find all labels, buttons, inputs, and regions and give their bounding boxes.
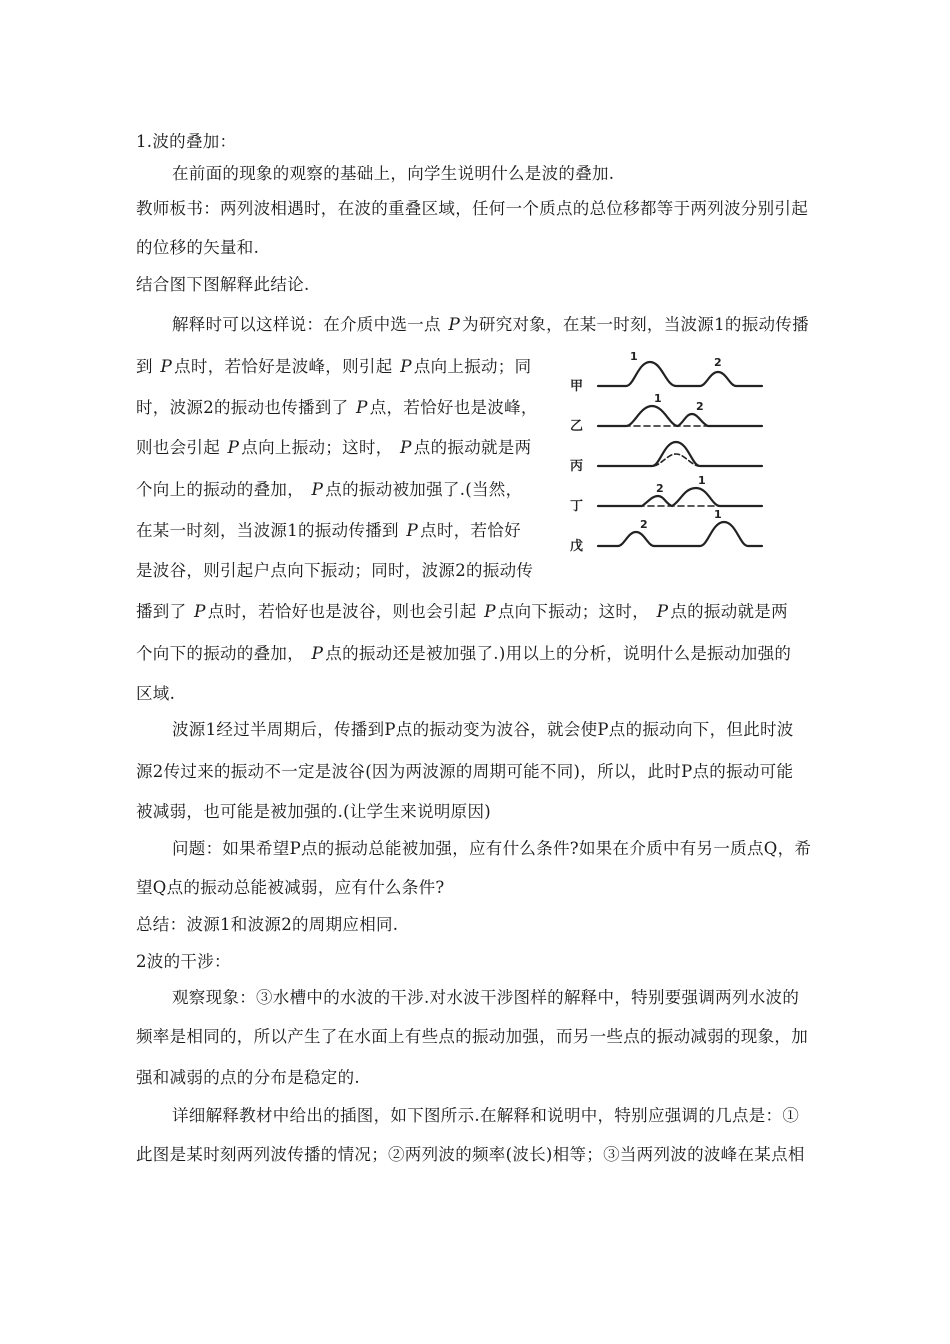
row-label-yi: 乙 [570,419,584,434]
wave-label-yi-2: 2 [696,400,704,413]
wave-label-jia-2: 2 [714,356,722,369]
paragraph-intro: 在前面的现象的观察的基础上，向学生说明什么是波的叠加. [172,164,615,183]
wave-diagram-svg [568,352,768,558]
half-period-line-3: 被减弱，也可能是被加强的.(让学生来说明原因) [136,802,492,821]
wave-label-jia-1: 1 [630,352,638,363]
half-period-line-1: 波源1经过半周期后，传播到P点的振动变为波谷，就会使P点的振动向下，但此时波 [172,720,794,739]
explain-line-9: 个向下的振动的叠加， P 点的振动还是被加强了.)用以上的分析，说明什么是振动加强的 [136,644,792,664]
row-label-wu: 戊 [570,539,584,554]
wave-label-ding-1: 1 [698,474,706,487]
observe-line-2: 频率是相同的，所以产生了在水面上有些点的振动加强，而另一些点的振动减弱的现象，加 [136,1027,808,1046]
explain-line-5: 个向上的振动的叠加， P 点的振动被加强了.(当然， [136,480,523,500]
section-heading-superposition: 1.波的叠加： [136,132,237,151]
row-label-bing: 丙 [570,459,584,474]
detail-line-2: 此图是某时刻两列波传播的情况；②两列波的频率(波长)相等；③当两列波的波峰在某点相 [136,1145,805,1164]
explain-line-6: 在某一时刻，当波源1的振动传播到 P 点时，若恰好 [136,521,521,541]
observe-line-1: 观察现象：③水槽中的水波的干涉.对水波干涉图样的解释中，特别要强调两列水波的 [172,988,800,1007]
row-label-jia: 甲 [570,379,584,394]
wave-row-jia [598,362,762,386]
board-text-line-1: 教师板书：两列波相遇时，在波的重叠区域，任何一个质点的总位移都等于两列波分别引起 [136,199,808,218]
wave-row-wu [598,522,762,546]
explain-line-4: 则也会引起 P 点向上振动；这时， P 点的振动就是两 [136,438,532,458]
combine-figure-text: 结合图下图解释此结论. [136,275,310,294]
wave-row-yi [598,406,762,426]
explain-line-8: 播到了 P 点时，若恰好也是波谷，则也会引起 P 点向下振动；这时， P 点的振动就是两 [136,602,788,622]
observe-line-3: 强和减弱的点的分布是稳定的. [136,1068,360,1087]
question-line-1: 问题：如果希望P点的振动总能被加强，应有什么条件?如果在介质中有另一质点Q，希 [172,839,812,858]
question-line-2: 望Q点的振动总能被减弱，应有什么条件? [136,878,445,897]
explain-line-3: 时，波源2的振动也传播到了 P 点，若恰好也是波峰， [136,398,538,418]
explain-line-1: 解释时可以这样说：在介质中选一点 P 为研究对象，在某一时刻，当波源1的振动传播 [172,315,809,335]
wave-superposition-figure [568,352,768,558]
explain-line-7: 是波谷，则引起户点向下振动；同时，波源2的振动传 [136,561,534,580]
board-text-line-2: 的位移的矢量和. [136,238,260,257]
half-period-line-2: 源2传过来的振动不一定是波谷(因为两波源的周期可能不同)，所以，此时P点的振动可能 [136,762,794,781]
explain-line-10: 区域. [136,684,176,703]
wave-row-ding [598,488,762,506]
explain-line-2: 到 P 点时，若恰好是波峰，则引起 P 点向上振动；同 [136,357,532,377]
detail-line-1: 详细解释教材中给出的插图，如下图所示.在解释和说明中，特别应强调的几点是：① [172,1106,800,1125]
wave-label-yi-1: 1 [654,392,662,405]
section-heading-interference: 2波的干涉： [136,952,231,971]
summary-text: 总结：波源1和波源2的周期应相同. [136,915,399,934]
wave-label-ding-2: 2 [656,482,664,495]
row-label-ding: 丁 [570,499,584,514]
wave-label-wu-1: 1 [714,508,722,521]
wave-label-wu-2: 2 [640,518,648,531]
